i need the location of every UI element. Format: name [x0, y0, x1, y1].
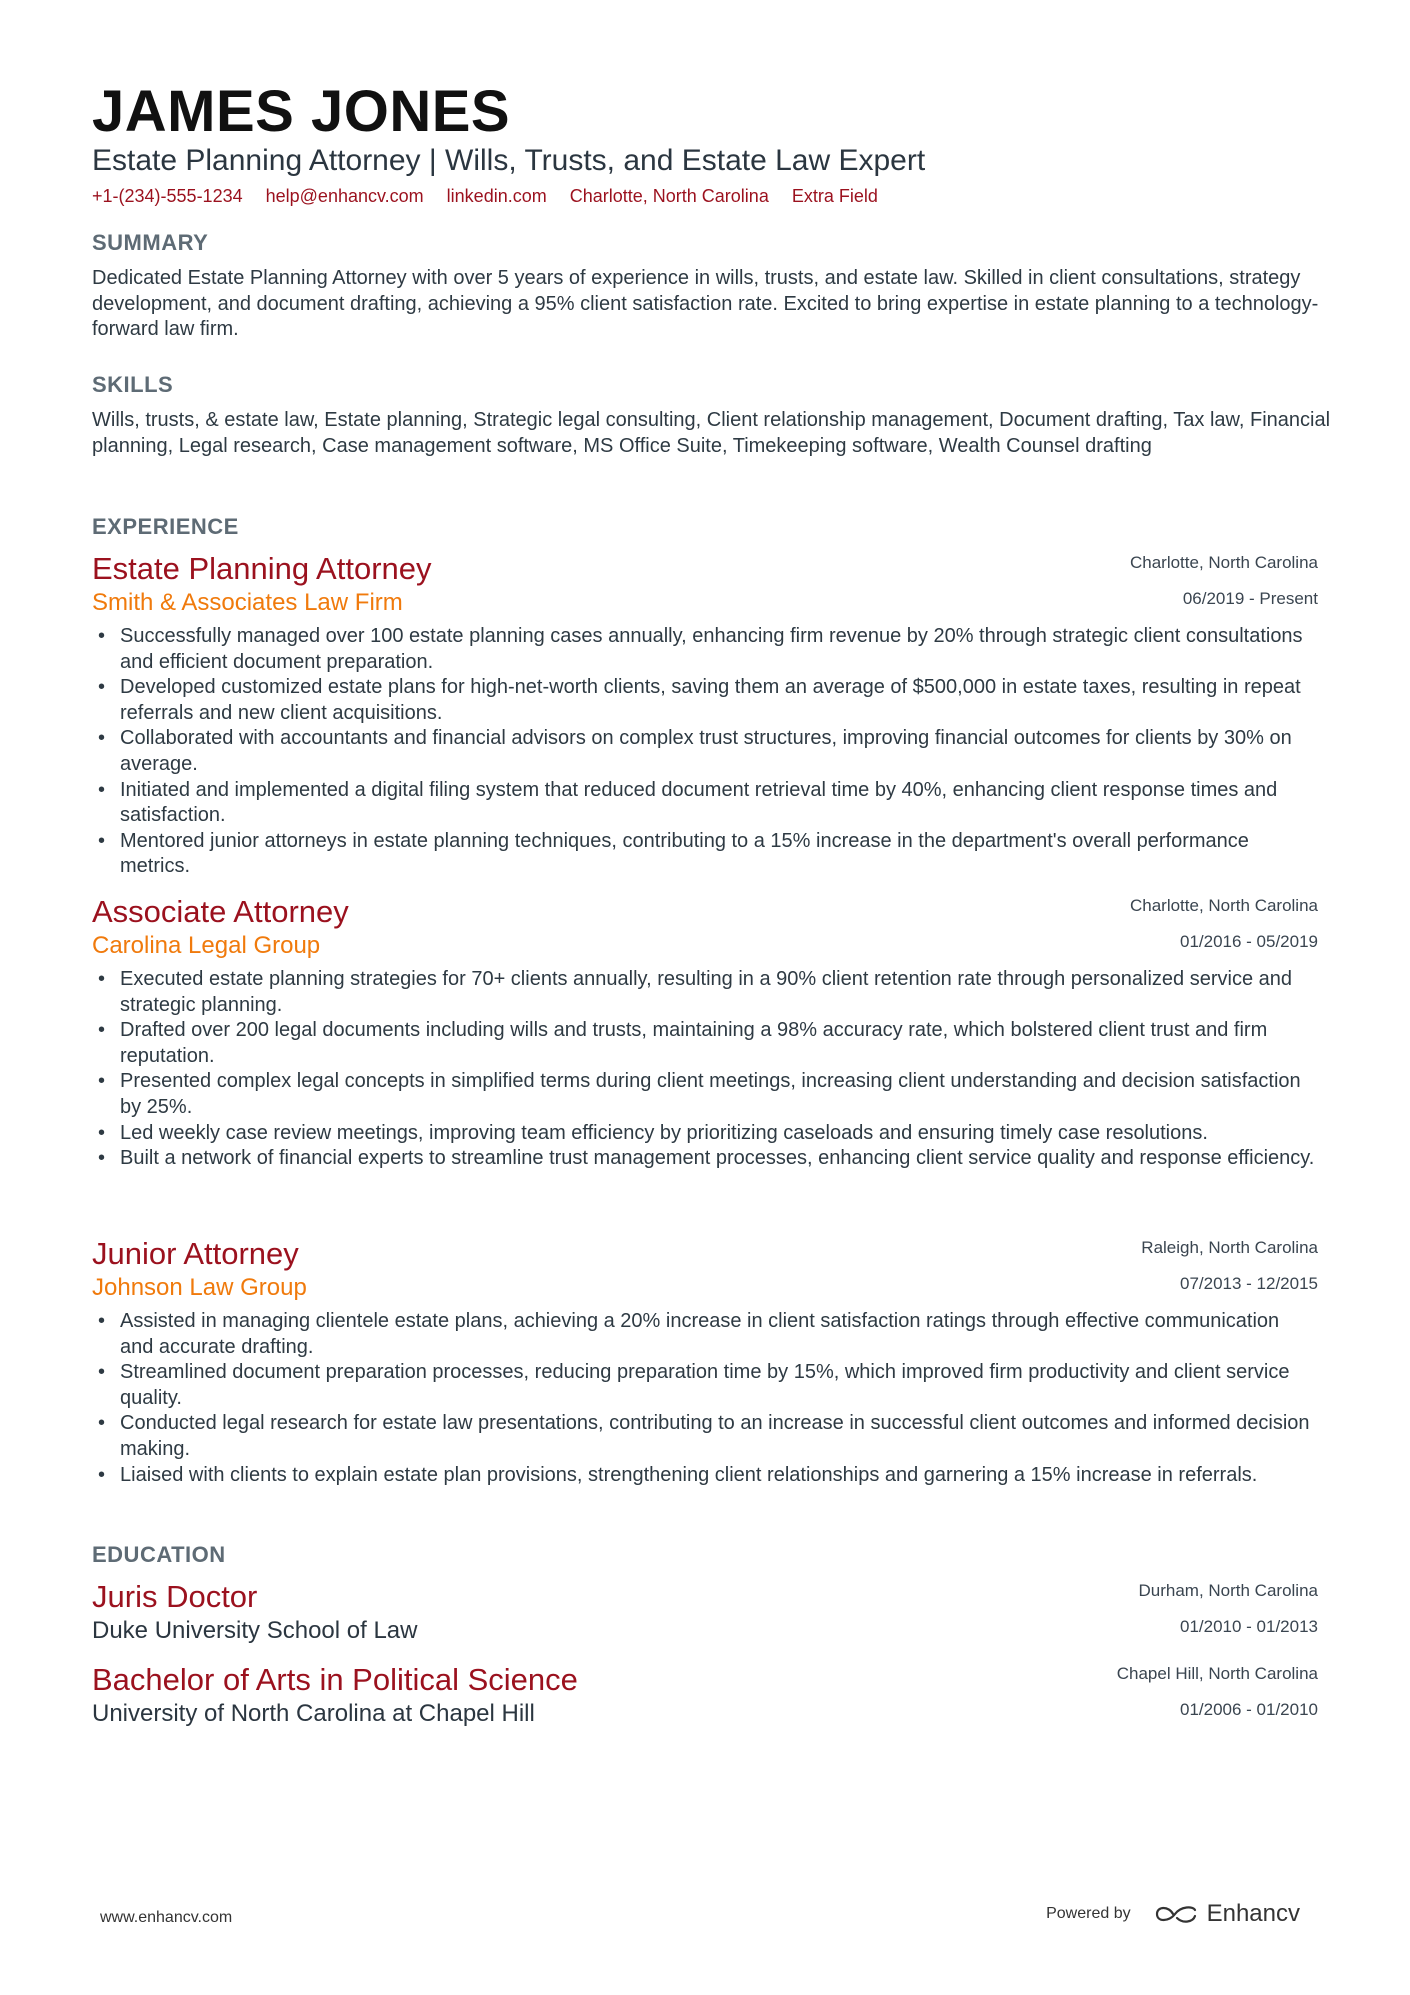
candidate-name: JAMES JONES — [92, 79, 511, 144]
list-item: • Led weekly case review meetings, improving team efficiency by prioritizing caseloads and ensuring timely case resolutions. — [92, 1121, 1318, 1147]
list-item: • Streamlined document preparation processes, reducing preparation time by 15%, which improved firm productivity and client service quality. — [92, 1360, 1318, 1411]
job-bullets — [92, 967, 1318, 1172]
job-title: Associate Attorney — [92, 894, 349, 929]
job-location: Charlotte, North Carolina — [1129, 896, 1318, 915]
job-company: Carolina Legal Group — [92, 932, 321, 959]
contact-bar — [92, 184, 896, 208]
contact-extra: Extra Field — [791, 186, 878, 206]
contact-phone[interactable]: +1-(234)-555-1234 — [92, 186, 243, 206]
job-bullets — [92, 624, 1318, 880]
job-dates: 01/2016 - 05/2019 — [1179, 932, 1318, 951]
skills-heading: SKILLS — [92, 372, 174, 397]
education-dates: 01/2006 - 01/2010 — [1179, 1700, 1318, 1719]
degree-title: Juris Doctor — [92, 1579, 258, 1614]
skills-text: Wills, trusts, & estate law, Estate planning, Strategic legal consulting, Client relationship management, Document drafting, Tax law, Financial planning, Legal research, Case management software, MS Office Suite, Timekeeping software, Wealth Counsel drafting — [92, 409, 1331, 457]
job-title: Junior Attorney — [92, 1236, 299, 1271]
list-item: • Conducted legal research for estate law presentations, contributing to an increase in successful client outcomes and informed decision making. — [92, 1411, 1318, 1462]
list-item: • Collaborated with accountants and financial advisors on complex trust structures, improving financial outcomes for clients by 30% on average. — [92, 726, 1318, 777]
school-name: University of North Carolina at Chapel Hill — [92, 1700, 535, 1727]
list-item: • Liaised with clients to explain estate plan provisions, strengthening client relationships and garnering a 15% increase in referrals. — [92, 1463, 1318, 1489]
list-item: • Built a network of financial experts to streamline trust management processes, enhancing client service quality and response efficiency. — [92, 1146, 1318, 1172]
education-heading: EDUCATION — [92, 1542, 226, 1567]
contact-location: Charlotte, North Carolina — [569, 186, 769, 206]
headline: Estate Planning Attorney | Wills, Trusts, and Estate Law Expert — [92, 144, 926, 177]
job-bullets — [92, 1309, 1318, 1488]
brand-name: Enhancv — [1206, 1900, 1300, 1927]
list-item: • Presented complex legal concepts in simplified terms during client meetings, increasing client understanding and decision satisfaction by 25%. — [92, 1069, 1318, 1120]
list-item: • Mentored junior attorneys in estate planning techniques, contributing to a 15% increase in the department's overall performance metrics. — [92, 829, 1318, 880]
enhancv-brand[interactable] — [1153, 1900, 1300, 1928]
list-item: • Developed customized estate plans for high-net-worth clients, saving them an average of $500,000 in estate taxes, resulting in repeat referrals and new client acquisitions. — [92, 675, 1318, 726]
job-title: Estate Planning Attorney — [92, 551, 432, 586]
job-location: Raleigh, North Carolina — [1141, 1238, 1318, 1257]
contact-linkedin[interactable]: linkedin.com — [446, 186, 547, 206]
education-dates: 01/2010 - 01/2013 — [1179, 1617, 1318, 1636]
footer-branding — [1046, 1900, 1300, 1928]
school-name: Duke University School of Law — [92, 1617, 418, 1644]
job-dates: 06/2019 - Present — [1182, 589, 1318, 608]
powered-by-label: Powered by — [1046, 1905, 1131, 1922]
education-location: Durham, North Carolina — [1138, 1581, 1318, 1600]
job-company: Smith & Associates Law Firm — [92, 589, 403, 616]
list-item: • Initiated and implemented a digital filing system that reduced document retrieval time by 40%, enhancing client response times and satisfaction. — [92, 778, 1318, 829]
list-item: • Executed estate planning strategies for 70+ clients annually, resulting in a 90% client retention rate through personalized service and strategic planning. — [92, 967, 1318, 1018]
list-item: • Assisted in managing clientele estate plans, achieving a 20% increase in client satisfaction ratings through effective communication and accurate drafting. — [92, 1309, 1318, 1360]
footer-website[interactable]: www.enhancv.com — [100, 1909, 233, 1926]
list-item: • Successfully managed over 100 estate planning cases annually, enhancing firm revenue by 20% through strategic client consultations and efficient document preparation. — [92, 624, 1318, 675]
job-company: Johnson Law Group — [92, 1274, 307, 1301]
education-location: Chapel Hill, North Carolina — [1116, 1664, 1318, 1683]
experience-heading: EXPERIENCE — [92, 514, 239, 539]
job-location: Charlotte, North Carolina — [1129, 553, 1318, 572]
enhancv-logo-icon — [1153, 1902, 1199, 1926]
list-item: • Drafted over 200 legal documents including wills and trusts, maintaining a 98% accuracy rate, which bolstered client trust and firm reputation. — [92, 1018, 1318, 1069]
degree-title: Bachelor of Arts in Political Science — [92, 1662, 578, 1697]
summary-heading: SUMMARY — [92, 230, 209, 255]
summary-text: Dedicated Estate Planning Attorney with over 5 years of experience in wills, trusts, and estate law. Skilled in client consultations, strategy development, and document drafting, achieving a 95% client satisfaction rate. Excited to bring expertise in estate planning to a technology-forward law firm. — [92, 267, 1319, 341]
contact-email[interactable]: help@enhancv.com — [265, 186, 424, 206]
job-dates: 07/2013 - 12/2015 — [1179, 1274, 1318, 1293]
